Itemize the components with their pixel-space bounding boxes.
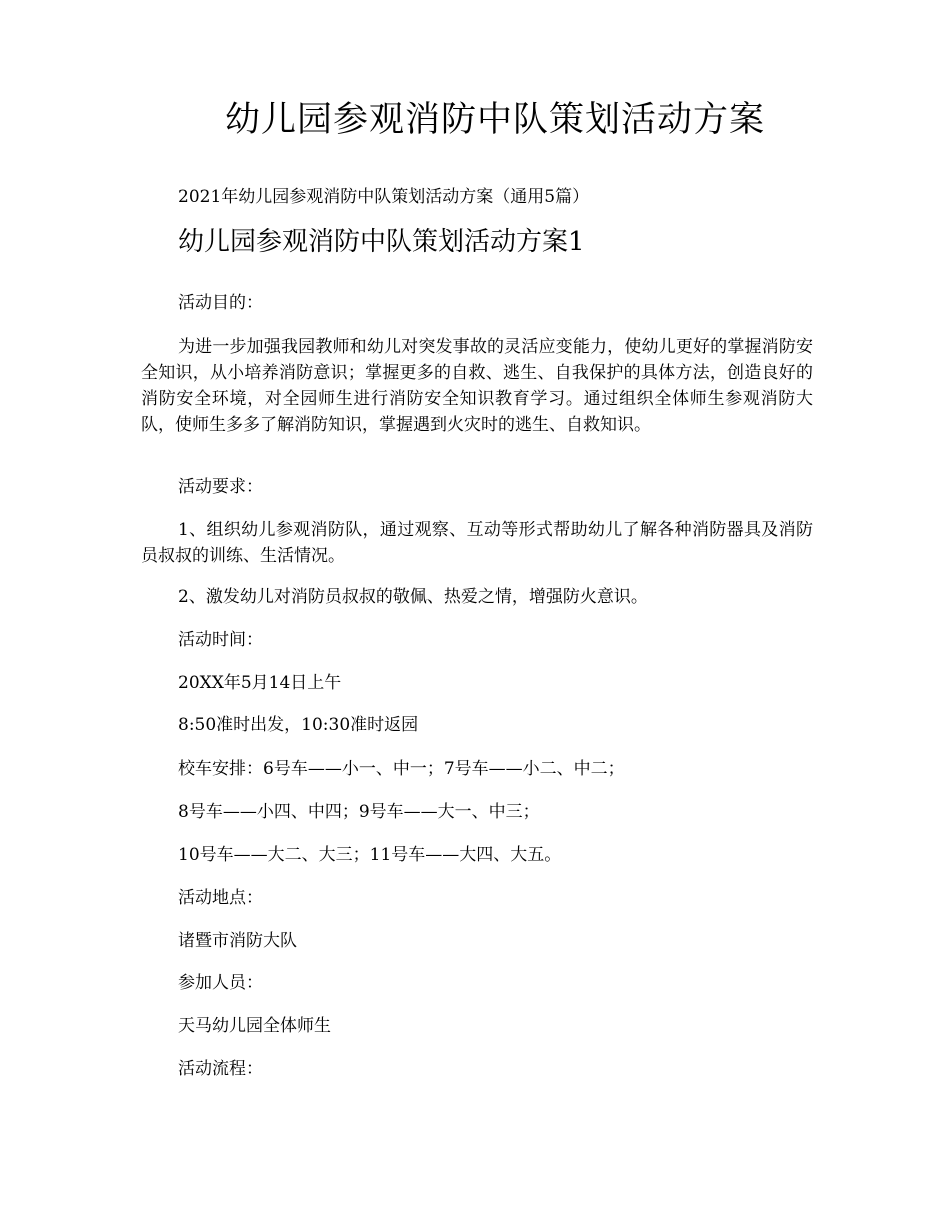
location-label: 活动地点：: [178, 888, 263, 908]
time-label: 活动时间：: [178, 630, 263, 650]
bus-arrangement-line-1: 校车安排：6号车——小一、中一；7号车——小二、中二；: [178, 759, 625, 779]
purpose-paragraph: 为进一步加强我园教师和幼儿对突发事故的灵活应变能力，使幼儿更好的掌握消防安全知识，从小培养消防意识；掌握更多的自救、逃生、自我保护的具体方法，创造良好的消防安全环境，对全园师生进行消防安全知识教育学习。通过组织全体师生参观消防大队，使师生多多了解消防知识，掌握遇到火灾时的逃生、自救知识。: [141, 337, 813, 435]
process-label: 活动流程：: [178, 1059, 263, 1079]
location-value: 诸暨市消防大队: [178, 931, 297, 951]
participants-value: 天马幼儿园全体师生: [178, 1016, 331, 1036]
time-date: 20XX年5月14日上午: [178, 673, 342, 693]
requirement-item-1: 1、组织幼儿参观消防队，通过观察、互动等形式帮助幼儿了解各种消防器具及消防员叔叔的训练、生活情况。: [141, 520, 813, 566]
requirement-item-2: 2、激发幼儿对消防员叔叔的敬佩、热爱之情，增强防火意识。: [178, 587, 648, 607]
bus-arrangement-line-2: 8号车——小四、中四；9号车——大一、中三；: [178, 802, 540, 822]
document-title: 幼儿园参观消防中队策划活动方案: [224, 100, 765, 140]
section-heading: 幼儿园参观消防中队策划活动方案1: [178, 227, 585, 257]
requirements-label: 活动要求：: [178, 477, 263, 497]
bus-arrangement-line-3: 10号车——大二、大三；11号车——大四、大五。: [178, 845, 562, 865]
purpose-label: 活动目的：: [178, 293, 263, 313]
document-subtitle: 2021年幼儿园参观消防中队策划活动方案（通用5篇）: [178, 187, 590, 207]
participants-label: 参加人员：: [178, 973, 263, 993]
time-schedule: 8:50准时出发，10:30准时返园: [178, 715, 419, 735]
